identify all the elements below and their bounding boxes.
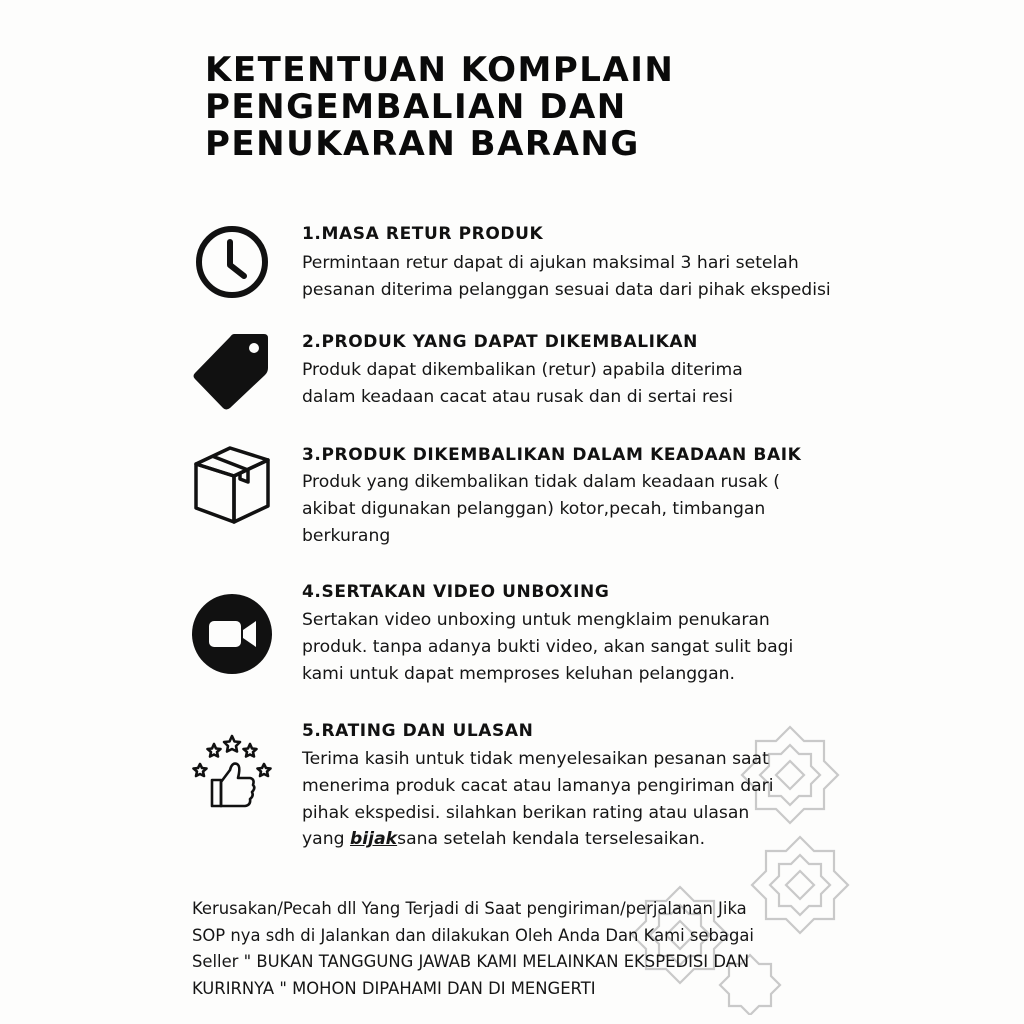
- section-heading: 4.SERTAKAN VIDEO UNBOXING: [302, 582, 610, 602]
- body-line: Produk yang dikembalikan tidak dalam keadaan rusak (: [302, 472, 781, 492]
- body-line: menerima produk cacat atau lamanya pengiriman dari: [302, 775, 774, 796]
- section-body: [302, 250, 872, 304]
- clock-icon: [190, 220, 274, 304]
- body-line: Permintaan retur dapat di ajukan maksimal 3 hari setelah: [302, 253, 799, 273]
- footer-note: [192, 896, 842, 1002]
- section-heading: 2.PRODUK YANG DAPAT DIKEMBALIKAN: [302, 332, 698, 352]
- section-body: [302, 469, 872, 549]
- body-text: sana setelah kendala terselesaikan.: [397, 829, 706, 850]
- body-text: yang: [302, 829, 350, 850]
- section-heading: 1.MASA RETUR PRODUK: [302, 224, 544, 244]
- body-line: dalam keadaan cacat atau rusak dan di sertai resi: [302, 386, 733, 407]
- section-body: [302, 357, 872, 411]
- body-line: berkurang: [302, 525, 391, 546]
- section-heading: 3.PRODUK DIKEMBALIKAN DALAM KEADAAN BAIK: [302, 445, 802, 465]
- title-line: KETENTUAN KOMPLAIN: [205, 50, 675, 90]
- title-line: PENGEMBALIAN DAN: [205, 87, 627, 127]
- footer-line: Kerusakan/Pecah dll Yang Terjadi di Saat pengiriman/perjalanan Jika: [192, 899, 747, 918]
- page-title: [205, 52, 725, 163]
- body-line: Terima kasih untuk tidak menyelesaikan pesanan saat: [302, 749, 769, 769]
- section-heading: 5.RATING DAN ULASAN: [302, 721, 534, 741]
- footer-line: Seller " BUKAN TANGGUNG JAWAB KAMI MELAINKAN EKSPEDISI DAN: [192, 952, 750, 971]
- body-line: pesanan diterima pelanggan sesuai data dari pihak ekspedisi: [302, 279, 831, 300]
- emphasis-bijak: bijak: [349, 829, 398, 850]
- footer-line: KURIRNYA " MOHON DIPAHAMI DAN DI MENGERTI: [192, 978, 596, 998]
- section-body: [302, 746, 872, 853]
- body-line: pihak ekspedisi. silahkan berikan rating atau ulasan: [302, 802, 750, 823]
- section-body: [302, 607, 872, 687]
- thumbs-up-stars-icon: [190, 730, 274, 814]
- body-line: akibat digunakan pelanggan) kotor,pecah, timbangan: [302, 498, 766, 519]
- body-line-last: [302, 826, 872, 853]
- footer-line: SOP nya sdh di Jalankan dan dilakukan Oleh Anda Dan Kami sebagai: [192, 925, 754, 945]
- body-line: Sertakan video unboxing untuk mengklaim penukaran: [302, 610, 770, 630]
- title-line: PENUKARAN BARANG: [205, 124, 640, 164]
- body-line: kami untuk dapat memproses keluhan pelanggan.: [302, 663, 735, 684]
- box-icon: [190, 442, 274, 526]
- price-tag-icon: [190, 328, 274, 412]
- body-line: produk. tanpa adanya bukti video, akan sangat sulit bagi: [302, 636, 794, 657]
- video-camera-icon: [190, 592, 274, 676]
- body-line: Produk dapat dikembalikan (retur) apabila diterima: [302, 360, 743, 380]
